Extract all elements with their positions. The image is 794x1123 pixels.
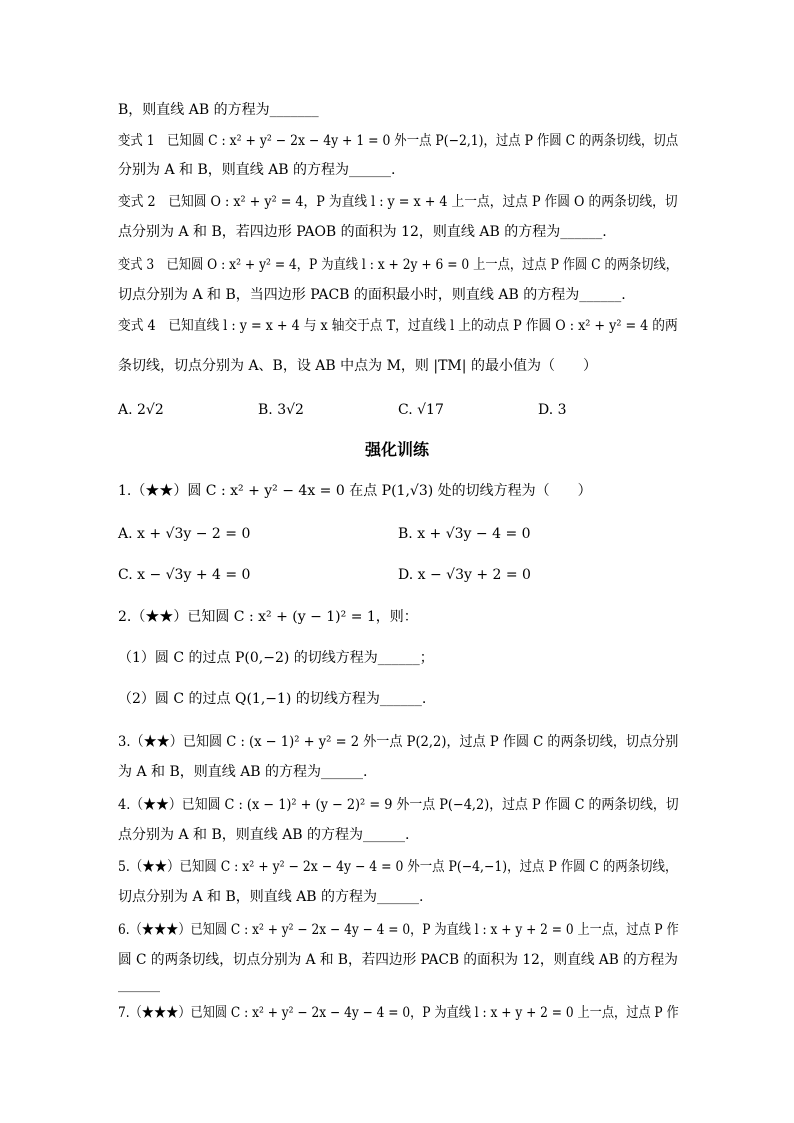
bianshi4-option-b: B. 3√2: [258, 402, 304, 418]
q2-stem: 2.（★★）已知圆 C : x² + (y − 1)² = 1，则：: [118, 609, 418, 625]
q6-line-3: ______: [118, 977, 160, 993]
q4-line-1: 4.（★★）已知圆 C : (x − 1)² + (y − 2)² = 9 外一点 P(−4,2)，过点 P 作圆 C 的两条切线，切: [118, 797, 679, 813]
q1-stem: 1.（★★）圆 C : x² + y² − 4x = 0 在点 P(1,√3) 处的切线方程为（ ）: [118, 483, 592, 499]
bianshi4-option-c: C. √17: [398, 402, 444, 418]
bianshi1-line-1: 变式 1 已知圆 C : x² + y² − 2x − 4y + 1 = 0 外一点 P(−2,1)，过点 P 作圆 C 的两条切线，切点: [118, 133, 679, 149]
q1-option-c: C. x − √3y + 4 = 0: [118, 567, 251, 583]
bianshi4-line-1: 变式 4 已知直线 l : y = x + 4 与 x 轴交于点 T，过直线 l 上的动点 P 作圆 O : x² + y² = 4 的两: [118, 318, 678, 334]
bianshi3-line-2: 切点分别为 A 和 B，当四边形 PACB 的面积最小时，则直线 AB 的方程为______.: [118, 287, 626, 303]
q3-line-1: 3.（★★）已知圆 C : (x − 1)² + y² = 2 外一点 P(2,2)，过点 P 作圆 C 的两条切线，切点分别: [118, 734, 679, 750]
bianshi4-option-d: D. 3: [538, 402, 567, 418]
q6-line-2: 圆 C 的两条切线，切点分别为 A 和 B，若四边形 PACB 的面积为 12，则直线 AB 的方程为: [118, 952, 678, 968]
section-title: 强化训练: [364, 440, 429, 459]
q5-line-1: 5.（★★）已知圆 C : x² + y² − 2x − 4y − 4 = 0 外一点 P(−4,−1)，过点 P 作圆 C 的两条切线，: [118, 859, 678, 875]
q4-line-2: 点分别为 A 和 B，则直线 AB 的方程为______.: [118, 827, 410, 843]
bianshi4-option-a: A. 2√2: [118, 402, 164, 418]
bianshi3-line-1: 变式 3 已知圆 O : x² + y² = 4，P 为直线 l : x + 2y + 6 = 0 上一点，过点 P 作圆 C 的两条切线，: [118, 257, 679, 273]
text-line: B，则直线 AB 的方程为_______: [118, 102, 319, 118]
q5-line-2: 切点分别为 A 和 B，则直线 AB 的方程为______.: [118, 889, 424, 905]
q6-line-1: 6.（★★★）已知圆 C : x² + y² − 2x − 4y − 4 = 0，P 为直线 l : x + y + 2 = 0 上一点，过点 P 作: [118, 922, 679, 938]
q2-sub-1: （1）圆 C 的过点 P(0,−2) 的切线方程为______；: [118, 650, 434, 666]
q1-option-a: A. x + √3y − 2 = 0: [118, 526, 251, 542]
bianshi4-line-2: 条切线，切点分别为 A、B，设 AB 中点为 M，则 |TM| 的最小值为（ ）: [118, 358, 597, 374]
bianshi1-line-2: 分别为 A 和 B，则直线 AB 的方程为______.: [118, 162, 396, 178]
q2-sub-2: （2）圆 C 的过点 Q(1,−1) 的切线方程为______.: [118, 691, 427, 707]
q7-line-1: 7.（★★★）已知圆 C : x² + y² − 2x − 4y − 4 = 0，P 为直线 l : x + y + 2 = 0 上一点，过点 P 作: [118, 1005, 679, 1021]
bianshi2-line-2: 点分别为 A 和 B，若四边形 PAOB 的面积为 12，则直线 AB 的方程为______.: [118, 224, 607, 240]
bianshi2-line-1: 变式 2 已知圆 O : x² + y² = 4，P 为直线 l : y = x + 4 上一点，过点 P 作圆 O 的两条切线，切: [118, 194, 678, 210]
q1-option-d: D. x − √3y + 2 = 0: [398, 567, 531, 583]
q3-line-2: 为 A 和 B，则直线 AB 的方程为______.: [118, 764, 368, 780]
q1-option-b: B. x + √3y − 4 = 0: [398, 526, 531, 542]
